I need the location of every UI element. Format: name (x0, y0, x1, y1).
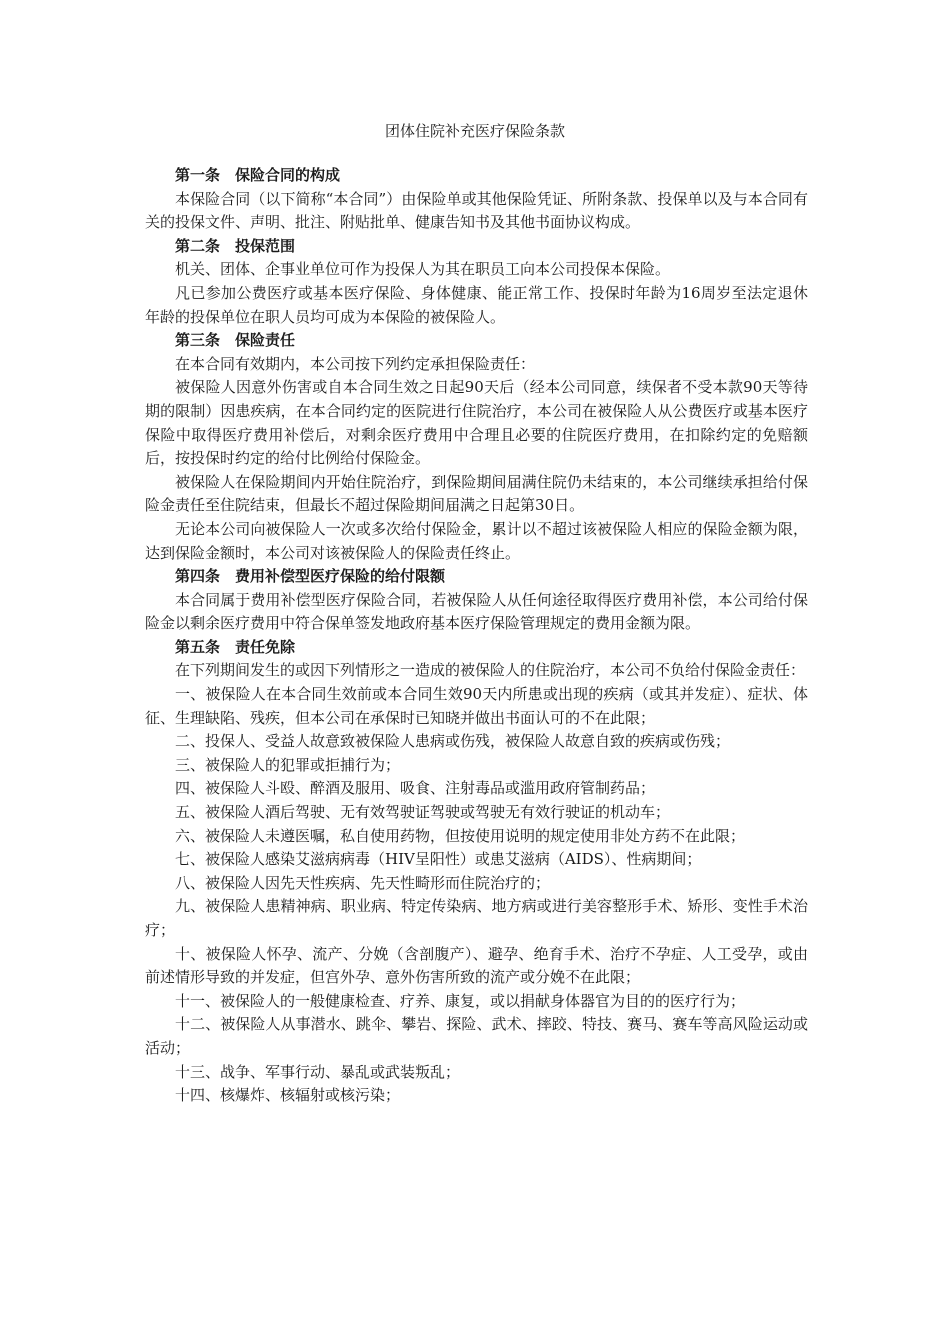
document-body (145, 164, 808, 1108)
body-paragraph: 五、被保险人酒后驾驶、无有效驾驶证驾驶或驾驶无有效行驶证的机动车； (175, 803, 671, 822)
body-paragraph: 十四、核爆炸、核辐射或核污染； (175, 1086, 401, 1105)
body-paragraph: 十三、战争、军事行动、暴乱或武装叛乱； (175, 1062, 461, 1081)
body-paragraph: 在本合同有效期内，本公司按下列约定承担保险责任： (175, 354, 536, 373)
body-paragraph: 被保险人在保险期间内开始住院治疗，到保险期间届满住院仍未结束的，本公司继续承担给付保险金责任至住院结束，但最长不超过保险期间届满之日起第30日。 (145, 472, 808, 515)
body-paragraph: 四、被保险人斗殴、醉酒及服用、吸食、注射毒品或滥用政府管制药品； (175, 779, 656, 798)
body-paragraph: 三、被保险人的犯罪或拒捕行为； (175, 755, 401, 774)
section-heading: 第一条 保险合同的构成 (175, 166, 341, 184)
body-paragraph: 在下列期间发生的或因下列情形之一造成的被保险人的住院治疗，本公司不负给付保险金责任： (175, 661, 806, 680)
body-paragraph: 七、被保险人感染艾滋病病毒（HIV呈阳性）或患艾滋病（AIDS）、性病期间； (175, 850, 702, 869)
section-heading: 第二条 投保范围 (175, 236, 296, 255)
body-paragraph: 机关、团体、企事业单位可作为投保人为其在职员工向本公司投保本保险。 (175, 260, 671, 279)
body-paragraph: 八、被保险人因先天性疾病、先天性畸形而住院治疗的； (175, 873, 551, 892)
body-paragraph: 十二、被保险人从事潜水、跳伞、攀岩、探险、武术、摔跤、特技、赛马、赛车等高风险运动或活动； (145, 1015, 808, 1057)
section-heading: 第四条 费用补偿型医疗保险的给付限额 (175, 567, 446, 586)
document-title: 团体住院补充医疗保险条款 (384, 122, 565, 140)
section-heading: 第五条 责任免除 (175, 637, 296, 656)
body-paragraph: 十、被保险人怀孕、流产、分娩（含剖腹产）、避孕、绝育手术、治疗不孕症、人工受孕，或由前述情形导致的并发症，但宫外孕、意外伤害所致的流产或分娩不在此限； (145, 944, 808, 987)
section-heading: 第三条 保险责任 (175, 331, 296, 350)
body-paragraph: 本保险合同（以下简称“本合同”）由保险单或其他保险凭证、所附条款、投保单以及与本合同有关的投保文件、声明、批注、附贴批单、健康告知书及其他书面协议构成。 (145, 189, 808, 232)
body-paragraph: 凡已参加公费医疗或基本医疗保险、身体健康、能正常工作、投保时年龄为16周岁至法定退休年龄的投保单位在职人员均可成为本保险的被保险人。 (145, 283, 808, 326)
body-paragraph: 被保险人因意外伤害或自本合同生效之日起90天后（经本公司同意，续保者不受本款90天等待期的限制）因患疾病，在本合同约定的医院进行住院治疗，本公司在被保险人从公费医疗或基本医疗保险中取得医疗费用补偿后，对剩余医疗费用中合理且必要的住院医疗费用，在扣除约定的免赔额后，按投保时约定的给付比例给付保险金。 (145, 378, 808, 468)
body-paragraph: 一、被保险人在本合同生效前或本合同生效90天内所患或出现的疾病（或其并发症）、症状、体征、生理缺陷、残疾，但本公司在承保时已知晓并做出书面认可的不在此限； (145, 685, 808, 727)
body-paragraph: 六、被保险人未遵医嘱，私自使用药物，但按使用说明的规定使用非处方药不在此限； (175, 826, 746, 845)
body-paragraph: 本合同属于费用补偿型医疗保险合同，若被保险人从任何途径取得医疗费用补偿，本公司给付保险金以剩余医疗费用中符合保单签发地政府基本医疗保险管理规定的费用金额为限。 (145, 590, 808, 633)
body-paragraph: 九、被保险人患精神病、职业病、特定传染病、地方病或进行美容整形手术、矫形、变性手术治疗； (145, 897, 808, 939)
body-paragraph: 二、投保人、受益人故意致被保险人患病或伤残，被保险人故意自致的疾病或伤残； (175, 732, 731, 751)
body-paragraph: 十一、被保险人的一般健康检查、疗养、康复，或以捐献身体器官为目的的医疗行为； (175, 991, 746, 1010)
body-paragraph: 无论本公司向被保险人一次或多次给付保险金，累计以不超过该被保险人相应的保险金额为限，达到保险金额时，本公司对该被保险人的保险责任终止。 (145, 519, 808, 562)
